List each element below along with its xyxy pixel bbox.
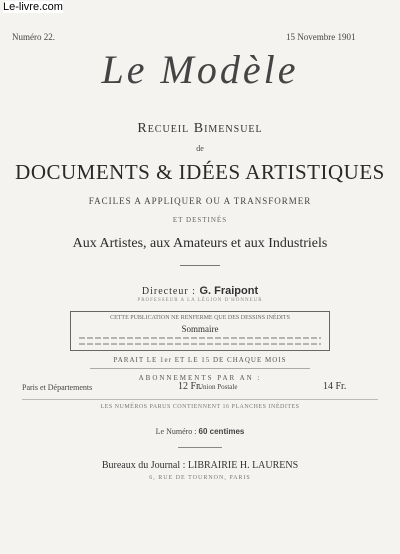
- issue-price-value: 60 centimes: [198, 427, 245, 436]
- summary-text-line: [79, 337, 321, 339]
- divider: [90, 368, 310, 369]
- issue-price-label: Le Numéro :: [155, 427, 197, 436]
- subscriptions-heading: ABONNEMENTS PAR AN :: [138, 374, 262, 382]
- divider: [178, 447, 222, 448]
- journal-title: Le Modèle: [101, 47, 299, 92]
- paris-subscription-label: Paris et Départements: [22, 383, 93, 392]
- divider: [22, 399, 378, 400]
- destinees-line: ET DESTINÉS: [172, 216, 228, 224]
- director-line: [0, 285, 400, 297]
- watermark-label: Le-livre.com: [3, 1, 63, 13]
- audience-line: Aux Artistes, aux Amateurs et aux Industriels: [72, 236, 328, 251]
- divider: [180, 265, 220, 266]
- paris-subscription-price: 12 Fr.: [178, 381, 202, 392]
- summary-text-line: [79, 343, 321, 345]
- box-notice: CETTE PUBLICATION NE RENFERME QUE DES DESSINS INÉDITS: [110, 315, 290, 321]
- documents-heading: DOCUMENTS & IDÉES ARTISTIQUES: [15, 160, 385, 184]
- issue-price: [0, 427, 400, 436]
- issue-number: Numéro 22.: [12, 32, 55, 42]
- journal-subtitle: Recueil Bimensuel: [137, 121, 263, 136]
- publication-schedule: PARAIT LE 1er ET LE 15 DE CHAQUE MOIS: [113, 356, 287, 364]
- director-role: PROFESSEUR A LA LÉGION D'HONNEUR: [137, 298, 263, 303]
- publisher-address: 6, RUE DE TOURNON, PARIS: [149, 475, 251, 481]
- box-sommaire: Sommaire: [181, 324, 219, 334]
- connector-de: de: [196, 144, 204, 153]
- director-label: Directeur :: [141, 286, 196, 297]
- issues-note: LES NUMÉROS PARUS CONTIENNENT 16 PLANCHES INÉDITES: [100, 404, 300, 410]
- director-name: G. Fraipont: [199, 285, 259, 297]
- publisher-line: Bureaux du Journal : LIBRAIRIE H. LAURENS: [101, 460, 299, 471]
- issue-date: 15 Novembre 1901: [286, 32, 356, 42]
- summary-box: [70, 311, 330, 351]
- union-subscription-price: 14 Fr.: [323, 381, 347, 392]
- union-subscription-label: Union Postale: [198, 383, 238, 391]
- taches-line: FACILES A APPLIQUER OU A TRANSFORMER: [88, 196, 312, 206]
